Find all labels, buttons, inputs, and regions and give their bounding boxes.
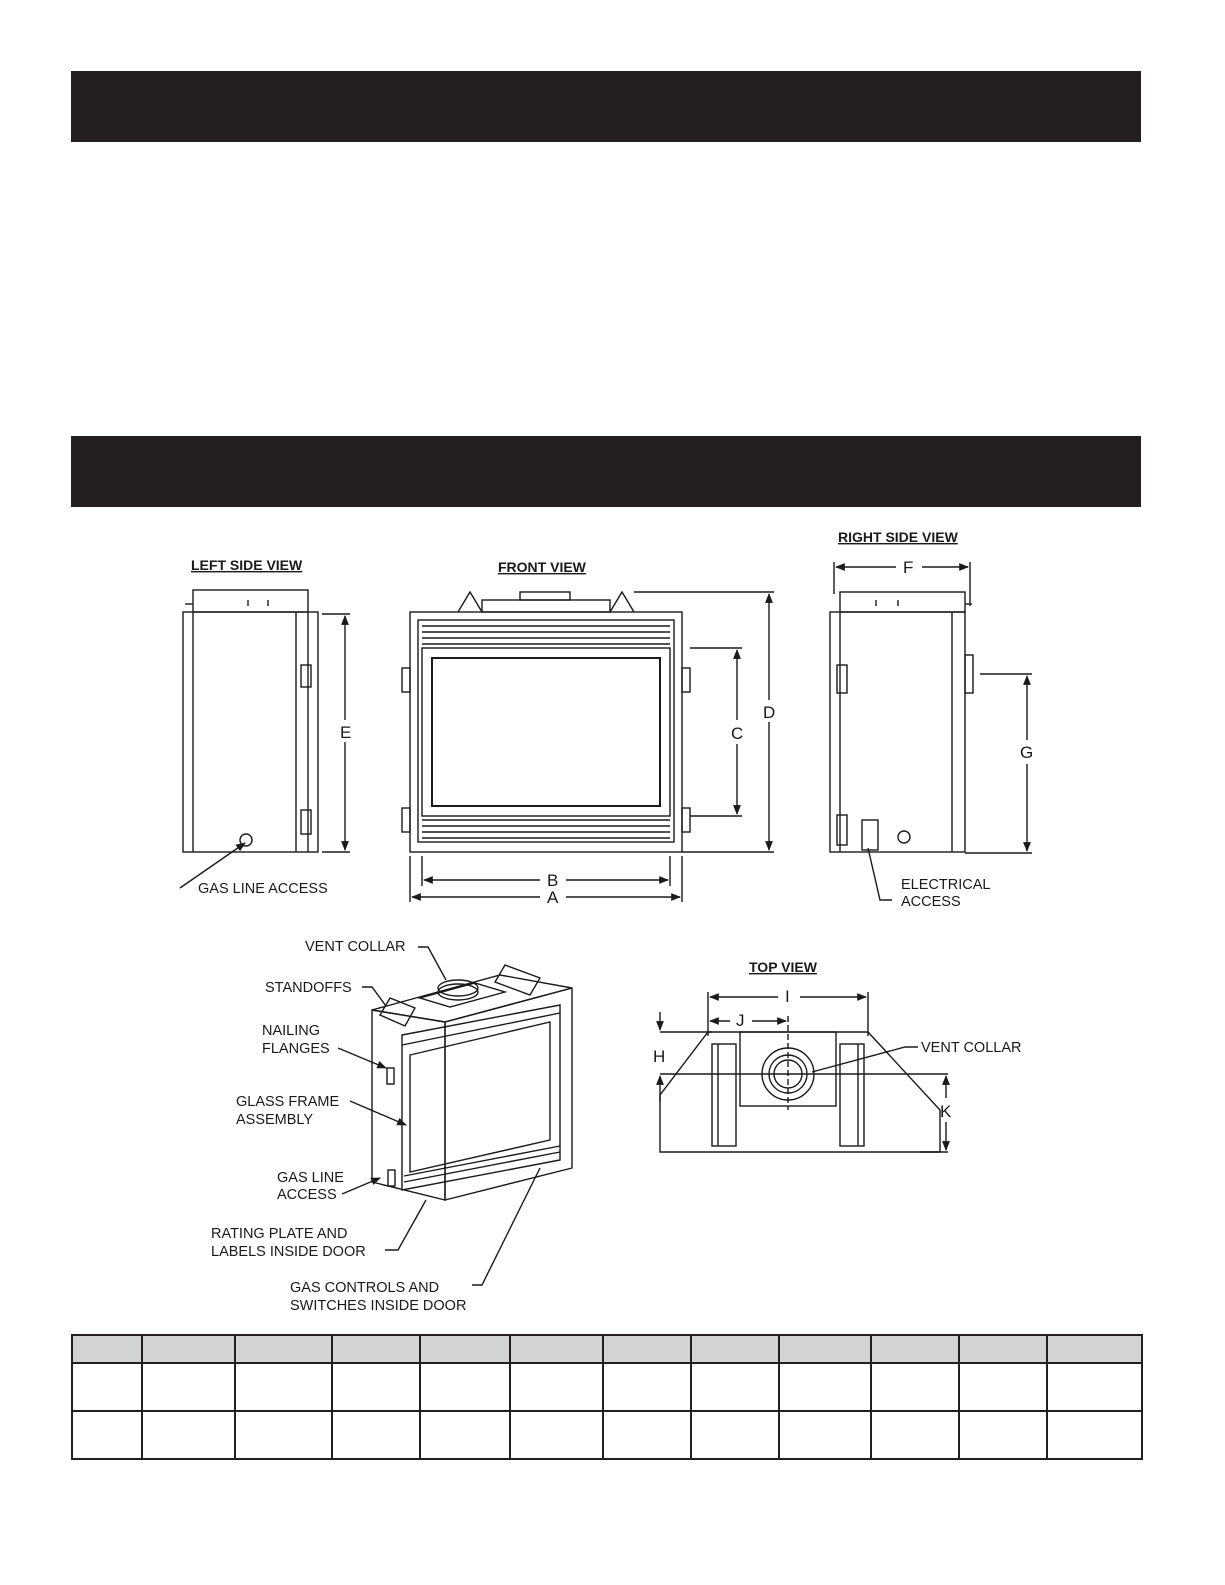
table-cell [510, 1363, 603, 1411]
table-cell [959, 1411, 1047, 1459]
dim-h: H [653, 1047, 666, 1066]
dim-e: E [340, 723, 352, 742]
dim-g: G [1020, 743, 1034, 762]
glass-frame-label-2: ASSEMBLY [236, 1112, 314, 1128]
front-view [402, 592, 774, 902]
table-row [72, 1363, 1142, 1411]
standoffs-label: STANDOFFS [265, 980, 352, 996]
table-header-cell [510, 1335, 603, 1363]
table-cell [691, 1363, 779, 1411]
table-cell [1047, 1411, 1142, 1459]
dim-d: D [763, 703, 776, 722]
right-side-view [830, 562, 1032, 900]
dim-i: I [785, 987, 790, 1006]
table-cell [420, 1363, 510, 1411]
nailing-flanges-label-2: FLANGES [262, 1041, 330, 1057]
left-side-view-title: LEFT SIDE VIEW [191, 557, 303, 573]
table-cell [959, 1363, 1047, 1411]
table-cell [603, 1363, 691, 1411]
gas-line-access-label-1: GAS LINE [277, 1170, 344, 1186]
dim-b: B [547, 871, 559, 890]
dimensions-table [71, 1334, 1143, 1460]
dim-k: K [940, 1102, 952, 1121]
table-header-cell [871, 1335, 959, 1363]
glass-frame-label-1: GLASS FRAME [236, 1094, 340, 1110]
table-header-cell [779, 1335, 871, 1363]
dim-f: F [903, 558, 914, 577]
gas-line-access-side-label: GAS LINE ACCESS [198, 881, 328, 897]
gas-controls-label-1: GAS CONTROLS AND [290, 1280, 440, 1296]
top-view [660, 992, 948, 1152]
table-header-cell [142, 1335, 235, 1363]
table-cell [235, 1363, 332, 1411]
dim-a: A [547, 888, 559, 907]
table-header-cell [1047, 1335, 1142, 1363]
table-header-row [72, 1335, 1142, 1363]
table-header-cell [332, 1335, 420, 1363]
table-header-cell [72, 1335, 142, 1363]
rating-plate-label-2: LABELS INSIDE DOOR [211, 1244, 366, 1260]
electrical-access-label-2: ACCESS [901, 894, 961, 910]
table-cell [871, 1363, 959, 1411]
rating-plate-label-1: RATING PLATE AND [211, 1226, 348, 1242]
table-header-cell [235, 1335, 332, 1363]
table-cell [332, 1363, 420, 1411]
table-cell [779, 1363, 871, 1411]
table-cell [779, 1411, 871, 1459]
dim-j: J [736, 1011, 745, 1030]
table-cell [603, 1411, 691, 1459]
gas-line-access-label-2: ACCESS [277, 1187, 337, 1203]
table-cell [72, 1363, 142, 1411]
table-header-cell [420, 1335, 510, 1363]
table-cell [871, 1411, 959, 1459]
table-cell [142, 1363, 235, 1411]
vent-collar-label-top: VENT COLLAR [921, 1040, 1022, 1056]
nailing-flanges-label-1: NAILING [262, 1023, 321, 1039]
table-cell [420, 1411, 510, 1459]
dim-c: C [731, 724, 744, 743]
electrical-access-label-1: ELECTRICAL [901, 877, 991, 893]
table-cell [691, 1411, 779, 1459]
table-cell [1047, 1363, 1142, 1411]
table-header-cell [959, 1335, 1047, 1363]
front-view-title: FRONT VIEW [498, 559, 586, 575]
table-row [72, 1411, 1142, 1459]
right-side-view-title: RIGHT SIDE VIEW [838, 529, 958, 545]
isometric-view [338, 947, 572, 1285]
left-side-view [180, 590, 350, 888]
table-cell [235, 1411, 332, 1459]
gas-controls-label-2: SWITCHES INSIDE DOOR [290, 1298, 467, 1314]
vent-collar-label-iso: VENT COLLAR [305, 939, 406, 955]
table-cell [332, 1411, 420, 1459]
table-header-cell [691, 1335, 779, 1363]
table-cell [72, 1411, 142, 1459]
table-cell [510, 1411, 603, 1459]
table-header-cell [603, 1335, 691, 1363]
table-cell [142, 1411, 235, 1459]
top-view-title: TOP VIEW [749, 959, 817, 975]
